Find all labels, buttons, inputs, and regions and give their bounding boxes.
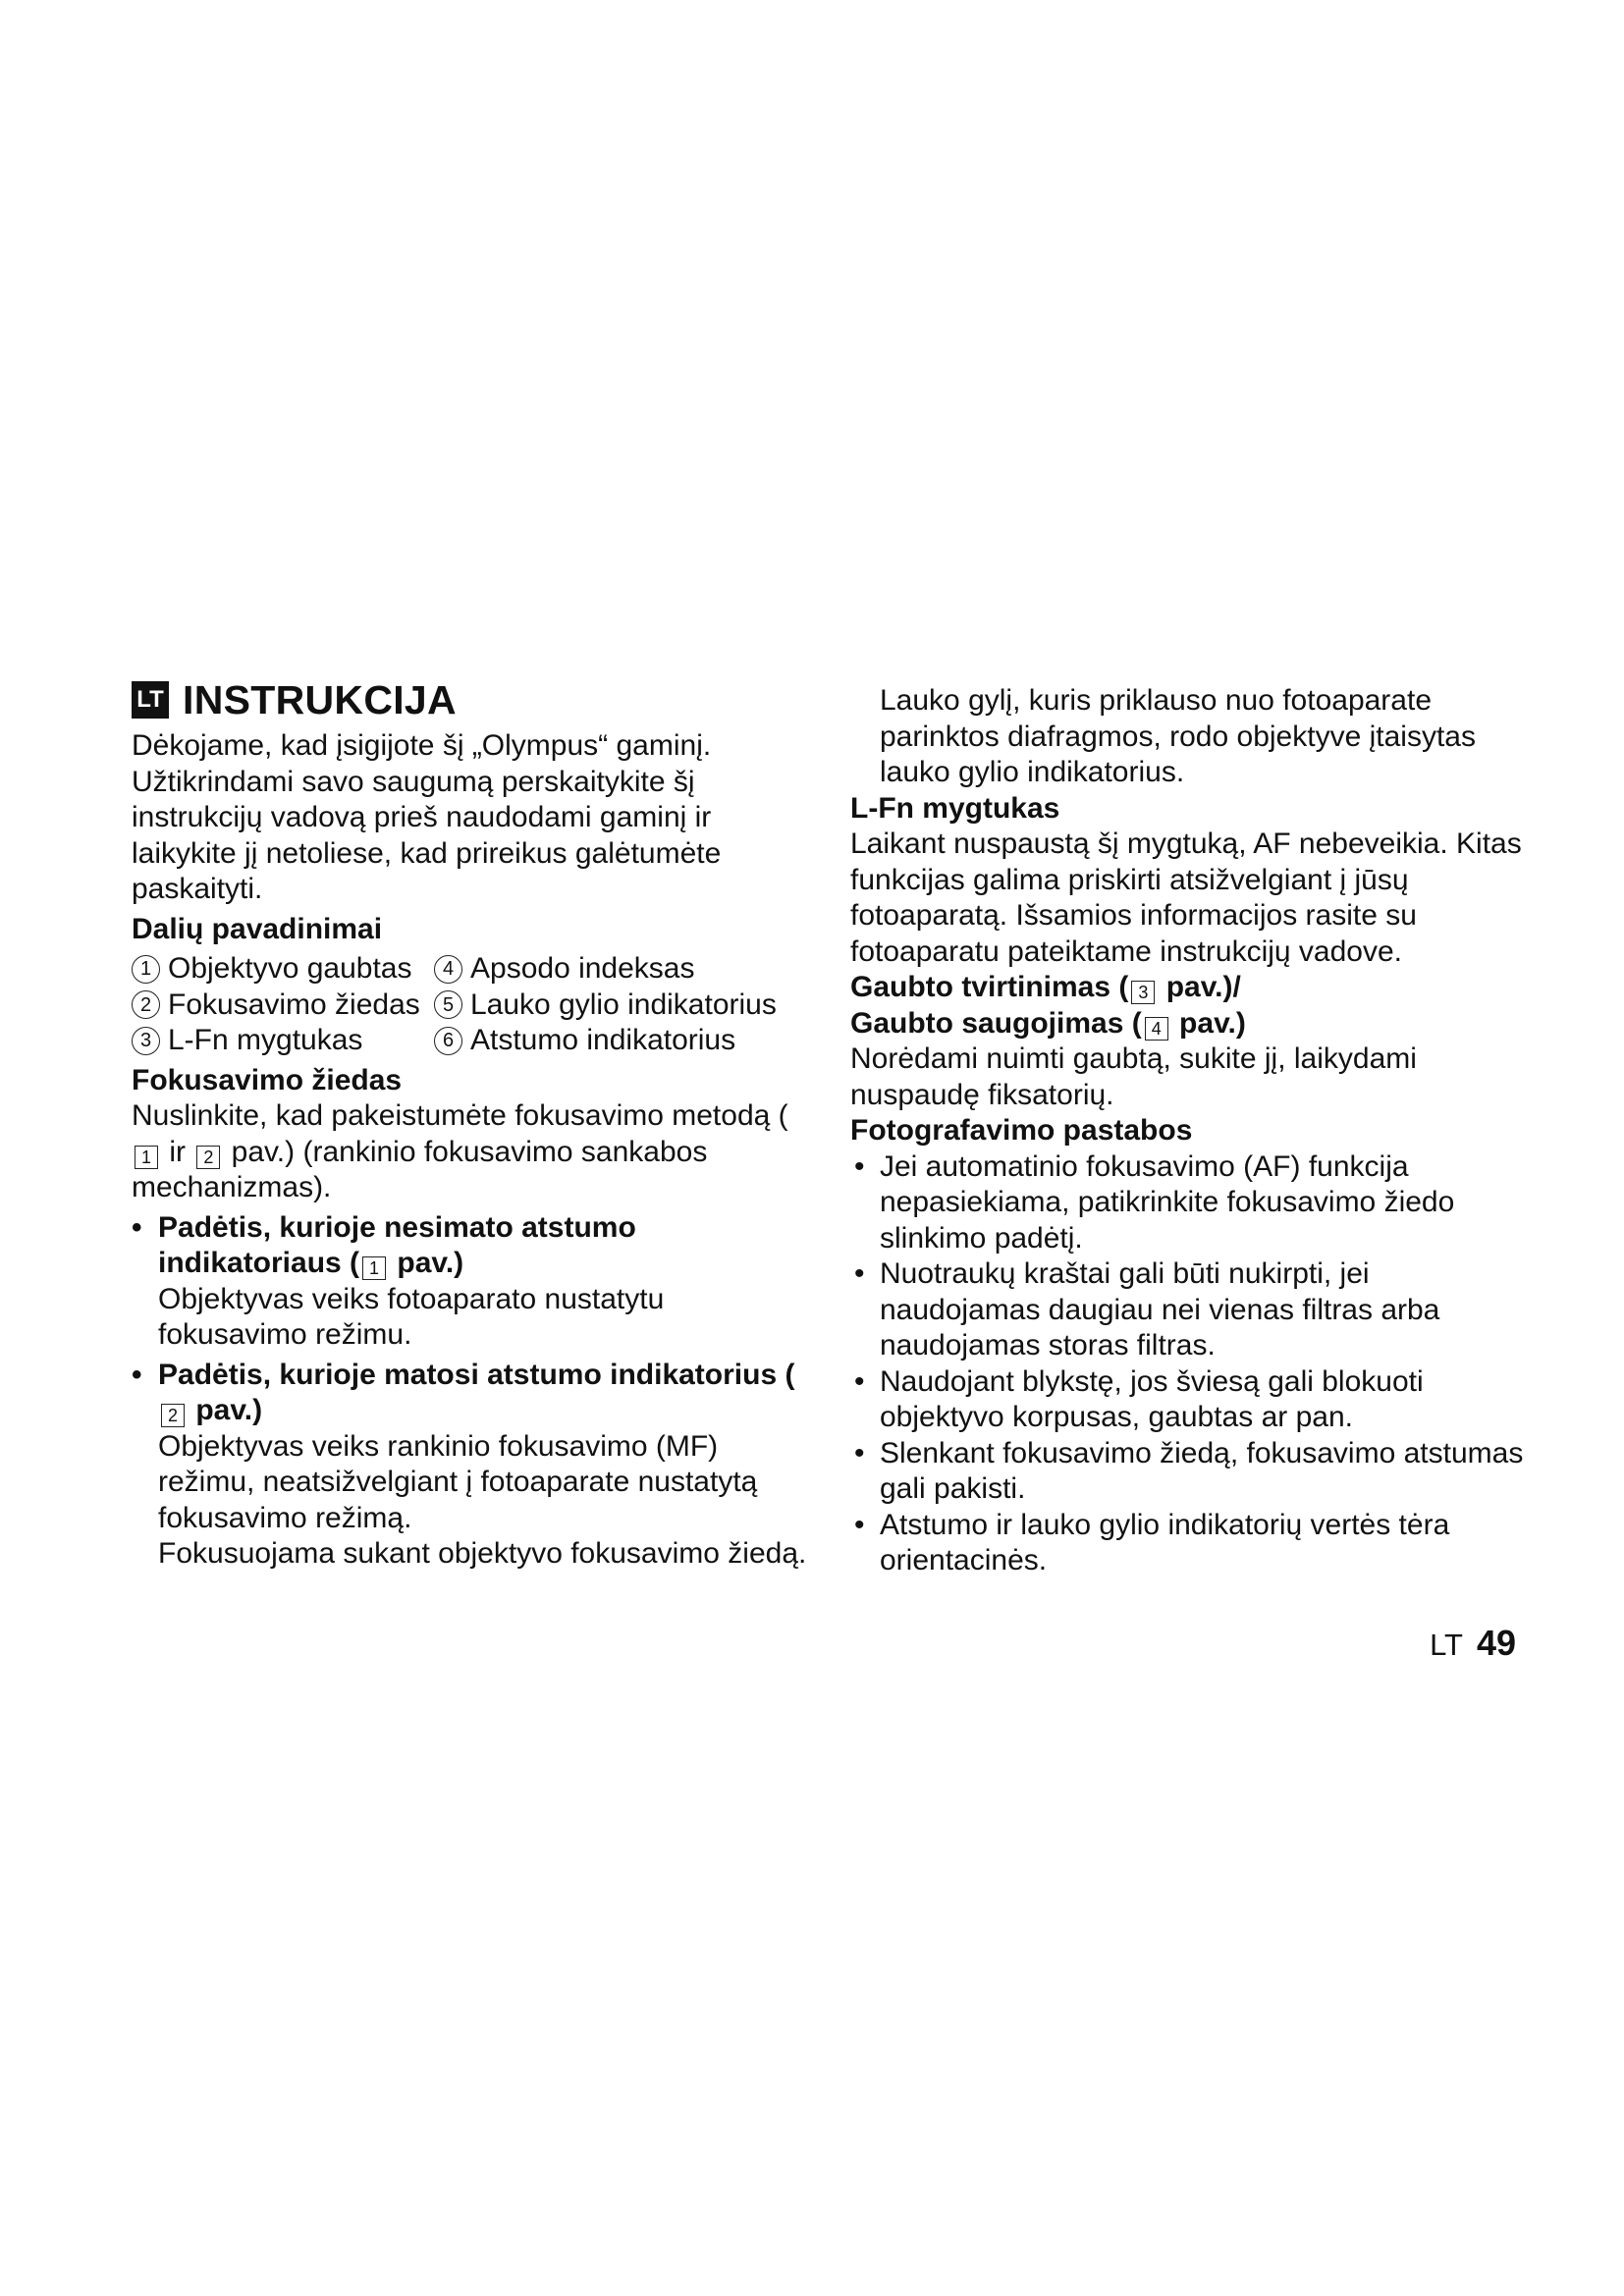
text-span: Padėtis, kurioje matosi atstumo indikatorius (	[158, 1358, 795, 1391]
bullet-title-text	[158, 1359, 794, 1427]
part-item	[434, 988, 809, 1024]
note-item	[850, 1149, 1528, 1257]
hood-paragraph: Norėdami nuimti gaubtą, sukite jį, laikydami nuspaudę fiksatorių.	[850, 1042, 1417, 1111]
parts-list	[132, 951, 809, 1059]
focus-ring-paragraph	[132, 1098, 809, 1206]
title-text: INSTRUKCIJA	[183, 677, 457, 722]
bullet-body: Objektyvas veiks fotoaparato nustatytu fokusavimo režimu.	[158, 1282, 665, 1351]
text-span: ir	[161, 1135, 194, 1168]
part-item	[434, 951, 809, 988]
text-span: Nuslinkite, kad pakeistumėte fokusavimo metodą (	[132, 1099, 788, 1132]
bullet-body: Fokusuojama sukant objektyvo fokusavimo žiedą.	[158, 1537, 807, 1570]
circled-number: 3	[132, 1027, 160, 1055]
lfn-paragraph: Laikant nuspaustą šį mygtuką, AF nebeveikia. Kitas funkcijas galima priskirti atsižvelgiant į jūsų fotoaparatą. Išsamios informacijos rasite su fotoaparatu pateiktame instrukcijų vadove.	[850, 828, 1522, 968]
part-item	[434, 1023, 809, 1059]
part-label: Atstumo indikatorius	[470, 1024, 736, 1056]
text-span: pav.) (rankinio fokusavimo sankabos mechanizmas).	[132, 1135, 708, 1203]
note-text: Slenkant fokusavimo žiedą, fokusavimo atstumas gali pakisti.	[880, 1436, 1524, 1505]
hood-heading-attach	[850, 970, 1528, 1006]
note-text: Nuotraukų kraštai gali būti nukirpti, jei naudojamas daugiau nei vienas filtras arba naudojamas storas filtras.	[880, 1257, 1440, 1362]
figure-number: 3	[1131, 981, 1155, 1004]
text-span: Gaubto tvirtinimas (	[850, 971, 1129, 1003]
bullet-dot: •	[132, 1358, 142, 1391]
text-span: pav.)	[188, 1394, 263, 1426]
part-label: Apsodo indeksas	[470, 952, 695, 985]
page-title	[132, 677, 809, 722]
circled-number: 4	[434, 955, 462, 984]
bullet-dot: •	[854, 1508, 865, 1541]
lfn-heading: L-Fn mygtukas	[850, 791, 1060, 825]
part-label: L-Fn mygtukas	[168, 1024, 363, 1056]
dof-paragraph: Lauko gylį, kuris priklauso nuo fotoaparate parinktos diafragmos, rodo objektyve įtaisytas lauko gylio indikatorius.	[880, 684, 1476, 788]
part-label: Fokusavimo žiedas	[168, 988, 420, 1021]
bullet-title	[132, 1210, 809, 1282]
bullet-dot: •	[132, 1210, 142, 1244]
part-label: Lauko gylio indikatorius	[470, 988, 777, 1021]
note-text: Atstumo ir lauko gylio indikatorių vertės tėra orientacinės.	[880, 1508, 1450, 1576]
circled-number: 6	[434, 1027, 462, 1055]
figure-number: 2	[196, 1146, 220, 1169]
bullet-body: Objektyvas veiks rankinio fokusavimo (MF) režimu, neatsižvelgiant į fotoaparate nustatytą fokusavimo režimą.	[158, 1429, 758, 1534]
note-text: Jei automatinio fokusavimo (AF) funkcija nepasiekiama, patikrinkite fokusavimo žiedo slinkimo padėtį.	[880, 1149, 1455, 1255]
text-span: pav.)	[389, 1247, 464, 1279]
note-item	[850, 1256, 1528, 1364]
part-item	[132, 1023, 434, 1059]
left-column	[132, 677, 809, 1576]
circled-number: 2	[132, 990, 160, 1019]
text-span: Gaubto saugojimas (	[850, 1006, 1142, 1040]
text-span: pav.)/	[1158, 971, 1241, 1003]
figure-number: 2	[161, 1404, 185, 1427]
parts-heading: Dalių pavadinimai	[132, 912, 383, 945]
note-item	[850, 1364, 1528, 1436]
footer-language: LT	[1430, 1628, 1463, 1662]
page-footer	[1430, 1623, 1516, 1663]
note-item	[850, 1436, 1528, 1508]
bullet-dot: •	[854, 1257, 865, 1290]
figure-number: 4	[1145, 1017, 1168, 1041]
bullet-dot: •	[854, 1436, 865, 1469]
intro-paragraph: Dėkojame, kad įsigijote šį „Olympus“ gaminį. Užtikrindami savo saugumą perskaitykite šį instrukcijų vadovą prieš naudodami gaminį ir laikykite jį netoliese, kad prireikus galėtumėte paskaityti.	[132, 729, 722, 905]
circled-number: 5	[434, 990, 462, 1019]
bullet-dot: •	[854, 1149, 865, 1183]
bullet-title-text	[158, 1211, 636, 1280]
notes-heading: Fotografavimo pastabos	[850, 1114, 1193, 1147]
bullet-dot: •	[854, 1364, 865, 1398]
hood-heading-storage	[850, 1006, 1528, 1042]
right-column	[850, 683, 1528, 1579]
text-span: pav.)	[1170, 1006, 1246, 1040]
part-item	[132, 951, 434, 988]
focus-ring-heading: Fokusavimo žiedas	[132, 1063, 403, 1096]
part-label: Objektyvo gaubtas	[168, 952, 412, 985]
circled-number: 1	[132, 955, 160, 984]
note-item	[850, 1508, 1528, 1579]
note-text: Naudojant blykstę, jos šviesą gali blokuoti objektyvo korpusas, gaubtas ar pan.	[880, 1364, 1424, 1433]
figure-number: 1	[135, 1146, 158, 1169]
text-span: Padėtis, kurioje nesimato atstumo indikatoriaus (	[158, 1210, 636, 1279]
part-item	[132, 988, 434, 1024]
figure-number: 1	[362, 1256, 386, 1280]
language-badge: LT	[132, 681, 169, 719]
page-number: 49	[1476, 1623, 1516, 1663]
bullet-title	[132, 1358, 809, 1429]
